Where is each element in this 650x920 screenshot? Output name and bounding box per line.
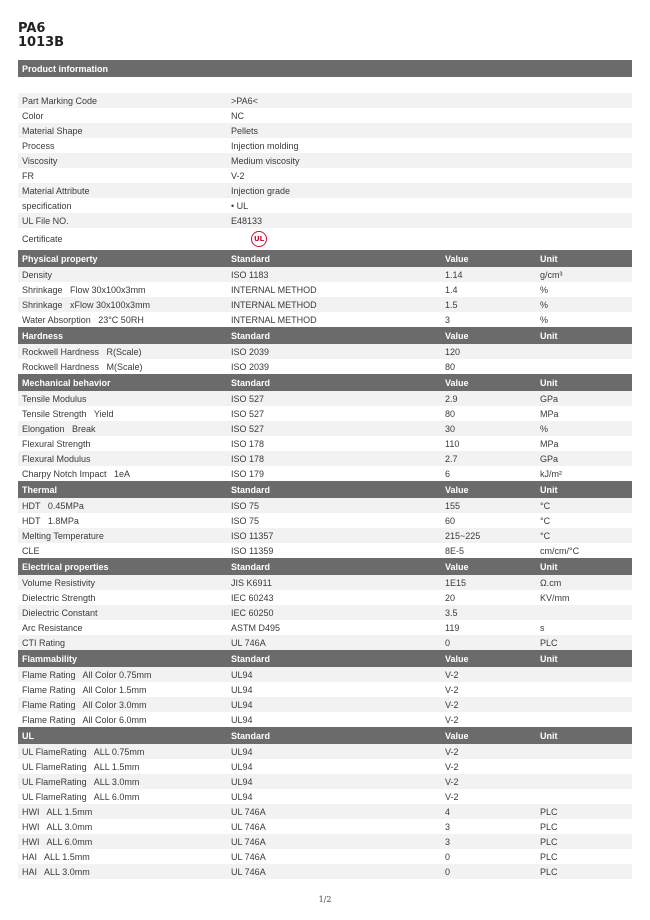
info-label: Viscosity	[22, 155, 58, 166]
property-unit: MPa	[540, 438, 559, 449]
property-name: HDT 0.45MPa	[22, 500, 84, 511]
property-name: CLE	[22, 545, 40, 556]
table-row	[18, 849, 632, 864]
test-standard: ISO 527	[231, 393, 265, 404]
property-name: UL FlameRating ALL 0.75mm	[22, 746, 145, 757]
test-standard: ISO 2039	[231, 361, 270, 372]
property-unit: PLC	[540, 821, 558, 832]
info-label: Process	[22, 140, 55, 151]
property-unit: °C	[540, 530, 551, 541]
section-mechanical-behavior	[18, 374, 632, 481]
property-value: 3.5	[445, 607, 458, 618]
property-name: Shrinkage xFlow 30x100x3mm	[22, 299, 151, 310]
property-name: Density	[22, 269, 53, 280]
table-row	[18, 451, 632, 466]
property-name: Elongation Break	[22, 423, 96, 434]
test-standard: JIS K6911	[231, 577, 272, 588]
property-unit: PLC	[540, 806, 558, 817]
table-row	[18, 744, 632, 759]
section-title: Product information	[22, 63, 108, 74]
property-value: 155	[445, 500, 461, 511]
info-value: • UL	[231, 200, 249, 211]
property-unit: PLC	[540, 637, 558, 648]
test-standard: UL 746A	[231, 806, 266, 817]
page-number: 1/2	[318, 895, 332, 904]
test-standard: UL94	[231, 761, 253, 772]
property-value: V-2	[445, 746, 459, 757]
info-label: specification	[22, 200, 72, 211]
value-column-header: Value	[445, 330, 469, 341]
property-unit: °C	[540, 500, 551, 511]
test-standard: UL94	[231, 791, 253, 802]
spacer	[18, 77, 632, 93]
table-row	[18, 344, 632, 359]
property-value: 4	[445, 806, 451, 817]
section-header	[18, 650, 632, 667]
property-unit: %	[540, 423, 549, 434]
info-row	[18, 108, 632, 123]
property-unit: Ω.cm	[540, 577, 562, 588]
test-standard: UL 746A	[231, 821, 266, 832]
section-hardness	[18, 327, 632, 374]
table-row	[18, 297, 632, 312]
table-row	[18, 712, 632, 727]
property-value: 20	[445, 592, 456, 603]
unit-column-header: Unit	[540, 561, 558, 572]
property-name: Tensile Modulus	[22, 393, 87, 404]
test-standard: UL94	[231, 684, 253, 695]
property-value: 80	[445, 408, 456, 419]
unit-column-header: Unit	[540, 253, 558, 264]
test-standard: UL94	[231, 776, 253, 787]
property-unit: s	[540, 622, 545, 633]
property-value: 3	[445, 836, 451, 847]
property-name: Shrinkage Flow 30x100x3mm	[22, 284, 146, 295]
property-unit: %	[540, 284, 549, 295]
property-value: V-2	[445, 761, 459, 772]
value-column-header: Value	[445, 377, 469, 388]
table-row	[18, 498, 632, 513]
section-title: Thermal	[22, 484, 58, 495]
table-row	[18, 359, 632, 374]
section-thermal	[18, 481, 632, 558]
property-unit: PLC	[540, 851, 558, 862]
property-value: 6	[445, 468, 451, 479]
section-title: Mechanical behavior	[22, 377, 111, 388]
test-standard: ISO 75	[231, 515, 260, 526]
info-row	[18, 183, 632, 198]
info-label: FR	[22, 170, 34, 181]
unit-column-header: Unit	[540, 484, 558, 495]
unit-column-header: Unit	[540, 653, 558, 664]
info-row	[18, 123, 632, 138]
property-name: HWI ALL 1.5mm	[22, 806, 93, 817]
table-row	[18, 697, 632, 712]
property-unit: GPa	[540, 453, 559, 464]
property-value: 3	[445, 314, 451, 325]
property-unit: KV/mm	[540, 592, 570, 603]
property-value: 1.4	[445, 284, 458, 295]
value-column-header: Value	[445, 730, 469, 741]
certificate-value	[227, 221, 632, 257]
property-unit: %	[540, 314, 549, 325]
property-unit: °C	[540, 515, 551, 526]
test-standard: UL 746A	[231, 851, 266, 862]
document-title	[18, 22, 64, 50]
standard-column-header: Standard	[231, 484, 271, 495]
value-column-header: Value	[445, 484, 469, 495]
table-row	[18, 590, 632, 605]
test-standard: ISO 11359	[231, 545, 274, 556]
table-row	[18, 759, 632, 774]
info-value: >PA6<	[231, 95, 258, 106]
info-value: Injection grade	[231, 185, 291, 196]
table-row	[18, 391, 632, 406]
table-row	[18, 667, 632, 682]
property-name: Dielectric Strength	[22, 592, 96, 603]
test-standard: ISO 179	[231, 468, 265, 479]
table-row	[18, 620, 632, 635]
info-value: V-2	[231, 170, 245, 181]
property-name: Flexural Strength	[22, 438, 91, 449]
material-name: PA6	[18, 21, 46, 36]
property-name: CTI Rating	[22, 637, 66, 648]
property-unit: PLC	[540, 836, 558, 847]
table-row	[18, 789, 632, 804]
property-value: 120	[445, 346, 461, 357]
table-row	[18, 819, 632, 834]
test-standard: UL94	[231, 714, 253, 725]
property-value: V-2	[445, 669, 459, 680]
info-value: Medium viscosity	[231, 155, 300, 166]
section-title: Flammability	[22, 653, 78, 664]
product-info-header	[18, 60, 632, 77]
test-standard: UL94	[231, 699, 253, 710]
info-label: UL File NO.	[22, 215, 69, 226]
property-name: HWI ALL 3.0mm	[22, 821, 93, 832]
test-standard: ISO 2039	[231, 346, 270, 357]
test-standard: ISO 527	[231, 423, 265, 434]
property-value: 1.5	[445, 299, 458, 310]
info-label: Material Shape	[22, 125, 83, 136]
info-value: E48133	[231, 215, 263, 226]
property-name: Dielectric Constant	[22, 607, 98, 618]
property-name: Rockwell Hardness R(Scale)	[22, 346, 142, 357]
test-standard: UL 746A	[231, 836, 266, 847]
property-name: UL FlameRating ALL 3.0mm	[22, 776, 140, 787]
section-header	[18, 727, 632, 744]
property-name: Melting Temperature	[22, 530, 104, 541]
test-standard: INTERNAL METHOD	[231, 299, 317, 310]
property-value: V-2	[445, 791, 459, 802]
property-name: HDT 1.8MPa	[22, 515, 79, 526]
property-value: 30	[445, 423, 456, 434]
section-electrical-properties	[18, 558, 632, 650]
property-unit: %	[540, 299, 549, 310]
table-row	[18, 528, 632, 543]
property-name: Flame Rating All Color 0.75mm	[22, 669, 152, 680]
property-name: Volume Resistivity	[22, 577, 96, 588]
table-row	[18, 543, 632, 558]
property-value: 3	[445, 821, 451, 832]
property-name: Flame Rating All Color 1.5mm	[22, 684, 147, 695]
property-value: V-2	[445, 684, 459, 695]
property-name: Flexural Modulus	[22, 453, 91, 464]
table-row	[18, 834, 632, 849]
property-value: V-2	[445, 714, 459, 725]
info-label: Part Marking Code	[22, 95, 98, 106]
section-physical-property	[18, 250, 632, 327]
test-standard: ISO 527	[231, 408, 265, 419]
property-name: UL FlameRating ALL 6.0mm	[22, 791, 140, 802]
property-value: 1E15	[445, 577, 467, 588]
table-row	[18, 436, 632, 451]
table-row	[18, 406, 632, 421]
section-ul	[18, 727, 632, 879]
table-row	[18, 682, 632, 697]
property-value: 119	[445, 622, 460, 633]
property-value: 215~225	[445, 530, 481, 541]
info-value: Pellets	[231, 125, 259, 136]
table-row	[18, 864, 632, 879]
test-standard: UL94	[231, 746, 253, 757]
section-title: Electrical properties	[22, 561, 109, 572]
section-header	[18, 374, 632, 391]
info-row	[18, 153, 632, 168]
property-unit: MPa	[540, 408, 559, 419]
test-standard: UL 746A	[231, 866, 266, 877]
value-column-header: Value	[445, 561, 469, 572]
grade-code: 1013B	[18, 35, 65, 50]
table-row	[18, 312, 632, 327]
property-value: 0	[445, 866, 451, 877]
test-standard: UL 746A	[231, 637, 266, 648]
property-value: 80	[445, 361, 456, 372]
standard-column-header: Standard	[231, 561, 271, 572]
info-row	[18, 168, 632, 183]
property-name: UL FlameRating ALL 1.5mm	[22, 761, 140, 772]
value-column-header: Value	[445, 253, 469, 264]
table-row	[18, 575, 632, 590]
property-value: 2.7	[445, 453, 458, 464]
property-value: V-2	[445, 699, 459, 710]
property-name: Rockwell Hardness M(Scale)	[22, 361, 143, 372]
property-value: 8E-5	[445, 545, 465, 556]
property-value: 2.9	[445, 393, 458, 404]
test-standard: IEC 60250	[231, 607, 274, 618]
test-standard: ISO 1183	[231, 269, 269, 280]
section-title: Physical property	[22, 253, 98, 264]
test-standard: ISO 75	[231, 500, 260, 511]
ul-certification-icon: UL	[251, 231, 267, 247]
test-standard: ISO 178	[231, 438, 265, 449]
test-standard: UL94	[231, 669, 253, 680]
table-row	[18, 605, 632, 620]
standard-column-header: Standard	[231, 330, 271, 341]
test-standard: INTERNAL METHOD	[231, 284, 317, 295]
property-name: Tensile Strength Yield	[22, 408, 114, 419]
product-info-rows	[18, 93, 632, 228]
table-row	[18, 466, 632, 481]
property-name: Flame Rating All Color 6.0mm	[22, 714, 147, 725]
unit-column-header: Unit	[540, 377, 558, 388]
standard-column-header: Standard	[231, 653, 271, 664]
section-header	[18, 558, 632, 575]
test-standard: ISO 178	[231, 453, 265, 464]
property-value: 110	[445, 438, 460, 449]
property-sections	[18, 250, 632, 879]
info-row	[18, 93, 632, 108]
section-title: UL	[22, 730, 34, 741]
property-value: 0	[445, 851, 451, 862]
test-standard: ASTM D495	[231, 622, 281, 633]
info-value: Injection molding	[231, 140, 299, 151]
table-row	[18, 635, 632, 650]
table-row	[18, 513, 632, 528]
standard-column-header: Standard	[231, 253, 271, 264]
info-label: Color	[22, 110, 44, 121]
test-standard: ISO 11357	[231, 530, 274, 541]
section-header	[18, 481, 632, 498]
standard-column-header: Standard	[231, 730, 271, 741]
certificate-row	[18, 228, 632, 250]
property-name: HAI ALL 3.0mm	[22, 866, 90, 877]
property-name: Arc Resistance	[22, 622, 83, 633]
standard-column-header: Standard	[231, 377, 271, 388]
test-standard: INTERNAL METHOD	[231, 314, 317, 325]
unit-column-header: Unit	[540, 330, 558, 341]
table-row	[18, 267, 632, 282]
section-flammability	[18, 650, 632, 727]
section-header	[18, 250, 632, 267]
info-value: NC	[231, 110, 244, 121]
property-unit: cm/cm/°C	[540, 545, 580, 556]
property-unit: g/cm³	[540, 269, 563, 280]
property-unit: GPa	[540, 393, 559, 404]
unit-column-header: Unit	[540, 730, 558, 741]
property-name: Charpy Notch Impact 1eA	[22, 468, 131, 479]
test-standard: IEC 60243	[231, 592, 274, 603]
value-column-header: Value	[445, 653, 469, 664]
property-unit: PLC	[540, 866, 558, 877]
property-name: Water Absorption 23°C 50RH	[22, 314, 144, 325]
section-title: Hardness	[22, 330, 64, 341]
table-row	[18, 282, 632, 297]
table-row	[18, 804, 632, 819]
property-unit: kJ/m²	[540, 468, 562, 479]
info-row	[18, 198, 632, 213]
table-row	[18, 421, 632, 436]
datasheet	[18, 60, 632, 879]
property-value: 0	[445, 637, 451, 648]
info-row	[18, 138, 632, 153]
property-name: Flame Rating All Color 3.0mm	[22, 699, 147, 710]
section-header	[18, 327, 632, 344]
property-name: HWI ALL 6.0mm	[22, 836, 93, 847]
product-info-section	[18, 60, 632, 250]
certificate-label: Certificate	[22, 234, 63, 244]
property-value: 1.14	[445, 269, 463, 280]
table-row	[18, 774, 632, 789]
property-value: V-2	[445, 776, 459, 787]
property-name: HAI ALL 1.5mm	[22, 851, 90, 862]
info-label: Material Attribute	[22, 185, 90, 196]
property-value: 60	[445, 515, 456, 526]
